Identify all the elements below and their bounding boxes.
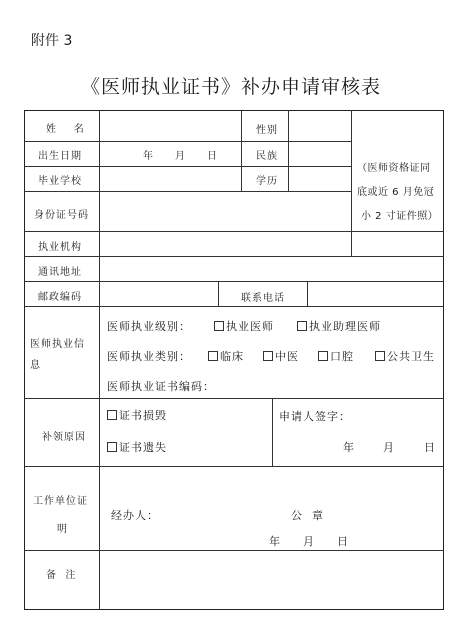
level-row [107,318,381,334]
reason-label: 补领原因 [42,432,86,443]
level-option-practicing[interactable]: 执业医师 [214,320,274,333]
birth-month-label: 月 [175,151,186,162]
photo-note-line2: 底或近 6 月免冠 [357,187,435,198]
row-divider [24,191,351,192]
school-label: 毕业学校 [38,176,82,187]
column-divider [272,398,273,466]
row-divider [24,550,444,551]
row-divider [24,281,444,282]
phone-field[interactable] [309,283,443,305]
address-field[interactable] [101,258,443,280]
birth-date-label: 出生日期 [38,151,82,162]
cert-number-label: 医师执业证书编码： [107,380,215,393]
employer-day-label: 日 [337,535,349,548]
checkbox-icon[interactable] [375,351,385,361]
photo-note-line1: （医师资格证同 [357,163,431,174]
phone-label: 联系电话 [241,293,285,304]
row-divider [24,466,444,467]
photo-note-line3: 小 2 寸证件照） [361,211,439,222]
address-label: 通讯地址 [38,267,82,278]
row-divider [24,398,444,399]
remarks-field[interactable] [101,552,443,608]
category-option-clinical[interactable]: 临床 [208,350,244,363]
employer-year-label: 年 [269,535,281,548]
photo-column-divider [351,110,352,256]
signature-day-label: 日 [424,441,436,454]
checkbox-icon[interactable] [107,442,117,452]
education-label: 学历 [256,176,278,187]
checkbox-icon[interactable] [107,410,117,420]
row-divider [24,256,444,257]
institution-label: 执业机构 [38,242,82,253]
checkbox-icon[interactable] [318,351,328,361]
remarks-label: 备 注 [46,570,77,581]
category-option-public-health[interactable]: 公共卫生 [375,350,435,363]
gender-field[interactable] [290,112,350,140]
education-field[interactable] [290,167,350,190]
institution-field[interactable] [101,233,350,255]
employer-month-label: 月 [303,535,315,548]
practice-info-label: 医师执业信 [30,339,85,350]
birth-day-label: 日 [207,151,218,162]
checkbox-icon[interactable] [214,321,224,331]
postal-code-label: 邮政编码 [38,292,82,303]
page-title: 《医师执业证书》补办申请审核表 [81,76,382,98]
level-label: 医师执业级别： [107,320,191,333]
signature-month-label: 月 [383,441,395,454]
id-number-field[interactable] [101,193,350,230]
column-divider [307,281,308,306]
signature-label: 申请人签字： [279,410,351,423]
column-divider [241,110,242,191]
category-label: 医师执业类别： [107,350,191,363]
category-option-tcm[interactable]: 中医 [263,350,299,363]
checkbox-icon[interactable] [263,351,273,361]
label-column-divider [99,110,100,610]
category-row [107,348,435,364]
postal-code-field[interactable] [101,283,217,305]
id-number-label: 身份证号码 [34,210,89,221]
category-option-dental[interactable]: 口腔 [318,350,354,363]
gender-label: 性别 [256,125,278,136]
ethnicity-label: 民族 [256,151,278,162]
ethnicity-field[interactable] [290,142,350,165]
row-divider [24,306,444,307]
employer-cert-label-cont: 明 [57,524,68,535]
birth-year-label: 年 [143,151,154,162]
checkbox-icon[interactable] [208,351,218,361]
column-divider [288,110,289,191]
handler-label: 经办人： [111,509,159,522]
cert-number-field[interactable] [232,375,437,393]
name-field[interactable] [101,112,240,140]
school-field[interactable] [101,167,240,190]
practice-info-label-cont: 息 [30,360,41,371]
signature-year-label: 年 [343,441,355,454]
attachment-label: 附件 3 [31,33,73,49]
checkbox-icon[interactable] [297,321,307,331]
reason-option-lost[interactable]: 证书遗失 [107,439,167,455]
name-label: 姓 名 [46,124,85,135]
seal-label: 公 章 [291,509,324,522]
employer-cert-label: 工作单位证 [33,496,88,507]
column-divider [218,281,219,306]
level-option-assistant[interactable]: 执业助理医师 [297,320,381,333]
reason-option-damaged[interactable]: 证书损毁 [107,407,167,423]
